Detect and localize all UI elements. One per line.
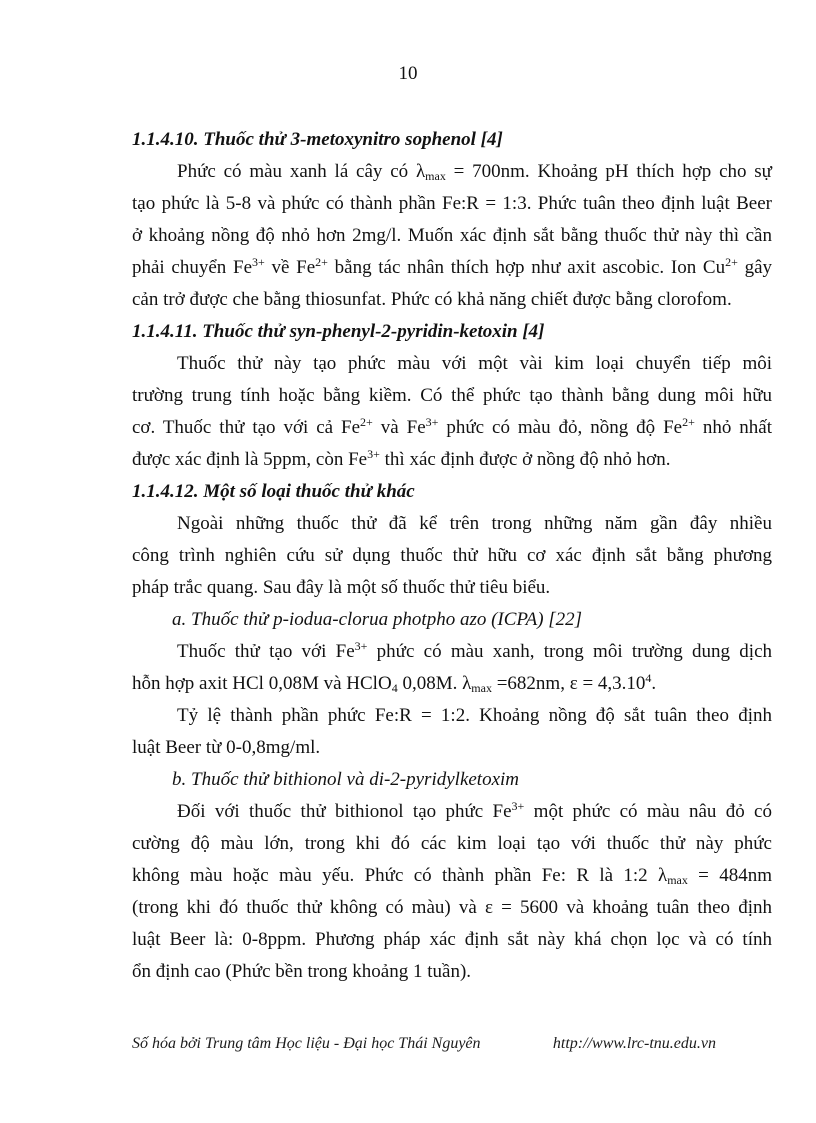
paragraph: [132, 348, 772, 476]
paragraph-line: Thuốc thử này tạo phức màu với một vài kim loại chuyển tiếp môi: [177, 353, 772, 374]
section-heading: 1.1.4.11. Thuốc thử syn-phenyl-2-pyridin-ketoxin [4]: [132, 321, 545, 342]
paragraph-line: pháp trắc quang. Sau đây là một số thuốc thử tiêu biểu.: [132, 577, 551, 598]
paragraph-line: (trong khi đó thuốc thử không có màu) và ε = 5600 và khoảng tuân theo định: [132, 897, 772, 918]
footer-attribution: Số hóa bởi Trung tâm Học liệu - Đại học Thái Nguyên: [132, 1035, 481, 1052]
paragraph-line: trường trung tính hoặc bằng kiềm. Có thể phức tạo thành bằng dung môi hữu: [132, 385, 772, 406]
paragraph-line: công trình nghiên cứu sử dụng thuốc thử hữu cơ xác định sắt bằng phương: [132, 545, 772, 566]
paragraph-line: luật Beer là: 0-8ppm. Phương pháp xác định sắt này khá chọn lọc và có tính: [132, 929, 772, 950]
superscript: 2+: [725, 255, 738, 270]
paragraph-line: ở khoảng nồng độ nhỏ hơn 2mg/l. Muốn xác định sắt bằng thuốc thử này thì cần: [132, 225, 772, 246]
paragraph-line: Phức có màu xanh lá cây có $\lambda_{max} = 700nm$. Khoảng pH thích hợp cho sự: [177, 161, 772, 184]
paragraph: [132, 700, 772, 764]
superscript: 4: [645, 671, 652, 686]
page-number: 10: [398, 63, 418, 84]
paragraph-line: được xác định là 5ppm, còn $Fe^{3+}$ thì xác định được ở nồng độ nhỏ hơn.: [132, 447, 671, 470]
superscript: 2+: [315, 255, 328, 270]
paragraph-line: Đối với thuốc thử bithionol tạo phức $Fe^{3+}$ một phức có màu nâu đỏ có: [177, 799, 772, 822]
paragraph-line: cường độ màu lớn, trong khi đó các kim loại tạo với thuốc thử này phức: [132, 833, 772, 854]
paragraph-line: cản trở được che bằng thiosunfat. Phức có khả năng chiết được bằng clorofom.: [132, 289, 732, 310]
paragraph-line: Tỷ lệ thành phần phức Fe:R = 1:2. Khoảng nồng độ sắt tuân theo định: [177, 705, 772, 726]
paragraph-line: cơ. Thuốc thử tạo với cả $Fe^{2+}$ và $Fe^{3+}$ phức có màu đỏ, nồng độ $Fe^{2+}$ nhỏ nhất: [132, 415, 772, 438]
subscript: max: [425, 169, 446, 184]
subscript: 4: [391, 681, 398, 696]
subscript: max: [471, 681, 492, 696]
paragraph: [132, 636, 772, 700]
superscript: 3+: [511, 799, 525, 814]
superscript: 2+: [360, 415, 373, 430]
paragraph: [132, 508, 772, 604]
subsection-heading: a. Thuốc thử p-iodua-clorua photpho azo (ICPA) [22]: [172, 609, 583, 630]
page-footer: [132, 1033, 716, 1055]
paragraph-line: Ngoài những thuốc thử đã kể trên trong những năm gần đây nhiều: [177, 513, 772, 534]
paragraph-line: Thuốc thử tạo với $Fe^{3+}$ phức có màu xanh, trong môi trường dung dịch: [177, 639, 773, 662]
paragraph-line: phải chuyển $Fe^{3+}$ về $Fe^{2+}$ bằng tác nhân thích hợp như axit ascobic. Ion $Cu^{2+}$ gây: [132, 255, 773, 278]
paragraph-line: ổn định cao (Phức bền trong khoảng 1 tuần).: [132, 961, 472, 982]
paragraph-line: luật Beer từ 0-0,8mg/ml.: [132, 737, 321, 758]
footer-url[interactable]: http://www.lrc-tnu.edu.vn: [552, 1035, 716, 1052]
paragraph: [132, 796, 772, 988]
superscript: 3+: [354, 639, 368, 654]
paragraph-line: không màu hoặc màu yếu. Phức có thành phần Fe: R là 1:2 $\lambda_{max} = 484nm$: [132, 865, 772, 888]
paragraph: [132, 156, 772, 316]
section-heading: 1.1.4.12. Một số loại thuốc thử khác: [132, 481, 415, 502]
paragraph-line: tạo phức là 5-8 và phức có thành phần Fe:R = 1:3. Phức tuân theo định luật Beer: [132, 193, 772, 214]
superscript: 3+: [252, 255, 265, 270]
superscript: 3+: [367, 447, 380, 462]
superscript: 2+: [682, 415, 695, 430]
paragraph-line: hỗn hợp axit HCl 0,08M và HClO$_4$ 0,08M. $\lambda_{max} =682nm$, $\varepsilon = 4,3.10^4$.: [132, 671, 657, 696]
subsection-heading: b. Thuốc thử bithionol và di-2-pyridylketoxim: [172, 769, 520, 790]
document-body: [132, 124, 772, 988]
subscript: max: [667, 873, 688, 888]
section-heading: 1.1.4.10. Thuốc thử 3-metoxynitro sophenol [4]: [132, 129, 503, 150]
superscript: 3+: [425, 415, 439, 430]
